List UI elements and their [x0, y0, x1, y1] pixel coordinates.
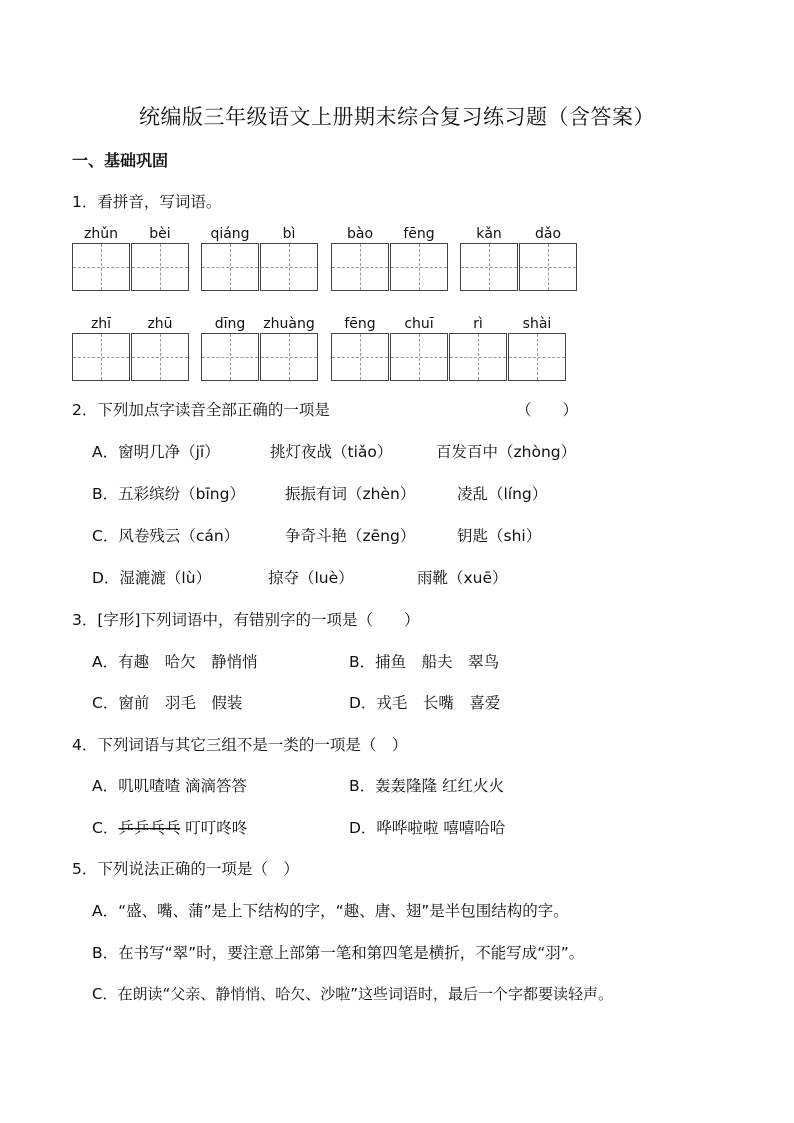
q4-option-c-prefix: C． — [92, 819, 119, 837]
q4-option-c[interactable] — [92, 816, 247, 838]
writing-box[interactable] — [460, 243, 518, 291]
q2-option-b[interactable]: B．五彩缤纷（bīng） — [92, 485, 245, 503]
pinyin-label: dīng — [214, 316, 246, 332]
pinyin-label: zhī — [90, 316, 112, 332]
writing-box[interactable] — [390, 333, 448, 381]
page-title: 统编版三年级语文上册期末综合复习练习题（含答案） — [139, 105, 655, 129]
question-2-text: 2．下列加点字读音全部正确的一项是 — [72, 401, 330, 419]
question-5-stem: 5．下列说法正确的一项是（ ） — [72, 860, 299, 878]
writing-box[interactable] — [519, 243, 577, 291]
q2-option-b-word-3: 凌乱（líng） — [457, 485, 548, 503]
pinyin-label: rì — [473, 316, 483, 332]
q2-option-a-word-2: 挑灯夜战（tiǎo） — [270, 443, 393, 461]
pinyin-label: zhuàng — [263, 316, 315, 332]
pinyin-label: bèi — [149, 226, 171, 242]
q2-option-a[interactable]: A．窗明几净（jī） — [92, 443, 220, 461]
q2-option-d-word-2: 掠夺（luè） — [268, 569, 354, 587]
pinyin-label: chuī — [404, 316, 434, 332]
question-3-stem: 3．[字形]下列词语中，有错别字的一项是（ ） — [72, 611, 420, 629]
pinyin-label: dǎo — [534, 226, 562, 242]
q3-option-b[interactable]: B．捕鱼 船夫 翠鸟 — [349, 653, 500, 671]
q2-option-c-word-3: 钥匙（shi） — [457, 527, 542, 545]
pinyin-label: bào — [346, 226, 374, 242]
question-1-stem: 1．看拼音，写词语。 — [72, 193, 222, 211]
q2-option-c[interactable]: C．风卷残云（cán） — [92, 527, 240, 545]
writing-box[interactable] — [201, 333, 259, 381]
question-4-stem: 4．下列词语与其它三组不是一类的一项是（ ） — [72, 736, 408, 754]
pinyin-label: qiáng — [210, 226, 250, 242]
writing-box[interactable] — [390, 243, 448, 291]
q2-option-c-word-2: 争奇斗艳（zēng） — [285, 527, 416, 545]
q2-option-d-word-3: 雨靴（xuē） — [417, 569, 508, 587]
pinyin-label: bì — [282, 226, 296, 242]
q5-option-c[interactable]: C．在朗读“父亲、静悄悄、哈欠、沙啦”这些词语时，最后一个字都要读轻声。 — [92, 985, 614, 1003]
writing-box[interactable] — [508, 333, 566, 381]
pinyin-label: shài — [522, 316, 552, 332]
q5-option-a[interactable]: A．“盛、嘴、蒲”是上下结构的字，“趣、唐、翅”是半包围结构的字。 — [92, 902, 569, 920]
pinyin-label: fēng — [344, 316, 376, 332]
q2-option-b-word-2: 振振有词（zhèn） — [285, 485, 416, 503]
writing-box[interactable] — [131, 333, 189, 381]
writing-box[interactable] — [260, 243, 318, 291]
section-heading: 一、基础巩固 — [72, 151, 169, 170]
writing-box[interactable] — [331, 333, 389, 381]
q2-option-a-word-3: 百发百中（zhòng） — [436, 443, 577, 461]
q4-option-b[interactable]: B．轰轰隆隆 红红火火 — [349, 777, 505, 795]
q3-option-c[interactable]: C．窗前 羽毛 假装 — [92, 694, 243, 712]
question-2-stem — [72, 398, 330, 420]
writing-box[interactable] — [131, 243, 189, 291]
q5-option-b[interactable]: B．在书写“翠”时，要注意上部第一笔和第四笔是横折，不能写成“羽”。 — [92, 944, 585, 962]
pinyin-label: fēng — [403, 226, 435, 242]
q4-option-a[interactable]: A．叽叽喳喳 滴滴答答 — [92, 777, 248, 795]
q4-option-c-rest: 叮叮咚咚 — [180, 819, 248, 837]
answer-paren[interactable]: （ ） — [516, 401, 579, 419]
writing-box[interactable] — [201, 243, 259, 291]
q2-option-d[interactable]: D．湿漉漉（lù） — [92, 569, 212, 587]
q4-option-d[interactable]: D．哗哗啦啦 嘻嘻哈哈 — [349, 819, 506, 837]
writing-box[interactable] — [449, 333, 507, 381]
q3-option-a[interactable]: A．有趣 哈欠 静悄悄 — [92, 653, 258, 671]
pinyin-label: zhū — [147, 316, 173, 332]
pinyin-label: zhǔn — [84, 226, 118, 242]
writing-box[interactable] — [72, 333, 130, 381]
writing-box[interactable] — [72, 243, 130, 291]
writing-box[interactable] — [331, 243, 389, 291]
q3-option-d[interactable]: D．戎毛 长嘴 喜爱 — [349, 694, 501, 712]
pinyin-label: kǎn — [476, 226, 502, 242]
writing-box[interactable] — [260, 333, 318, 381]
struck-text: 乒乒乓乓 — [118, 819, 181, 837]
